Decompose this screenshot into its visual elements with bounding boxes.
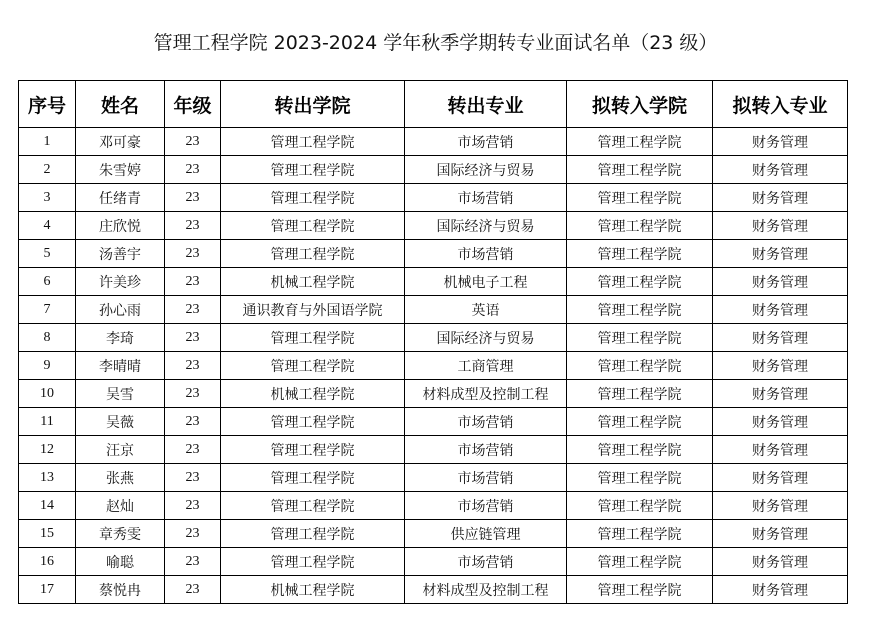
- cell-to-college: 管理工程学院: [567, 240, 713, 268]
- cell-from-major: 市场营销: [405, 128, 567, 156]
- cell-name: 蔡悦冉: [76, 576, 165, 604]
- cell-name: 章秀雯: [76, 520, 165, 548]
- table-row: [19, 296, 848, 324]
- cell-to-major: 财务管理: [713, 408, 848, 436]
- cell-to-major: 财务管理: [713, 380, 848, 408]
- cell-from-major: 市场营销: [405, 548, 567, 576]
- cell-from-major: 市场营销: [405, 492, 567, 520]
- table-row: [19, 128, 848, 156]
- cell-name: 任绪青: [76, 184, 165, 212]
- cell-index: 8: [19, 324, 76, 352]
- header-from-college: 转出学院: [221, 81, 405, 128]
- cell-to-college: 管理工程学院: [567, 576, 713, 604]
- table-row: [19, 576, 848, 604]
- cell-to-college: 管理工程学院: [567, 212, 713, 240]
- cell-index: 7: [19, 296, 76, 324]
- cell-index: 3: [19, 184, 76, 212]
- cell-to-major: 财务管理: [713, 324, 848, 352]
- cell-from-college: 管理工程学院: [221, 436, 405, 464]
- cell-to-college: 管理工程学院: [567, 156, 713, 184]
- cell-to-major: 财务管理: [713, 436, 848, 464]
- cell-from-major: 材料成型及控制工程: [405, 576, 567, 604]
- cell-to-college: 管理工程学院: [567, 408, 713, 436]
- cell-to-college: 管理工程学院: [567, 296, 713, 324]
- cell-from-college: 机械工程学院: [221, 380, 405, 408]
- cell-grade: 23: [165, 520, 221, 548]
- cell-index: 2: [19, 156, 76, 184]
- cell-name: 喻聪: [76, 548, 165, 576]
- cell-index: 1: [19, 128, 76, 156]
- cell-to-college: 管理工程学院: [567, 128, 713, 156]
- cell-from-major: 市场营销: [405, 184, 567, 212]
- table-row: [19, 464, 848, 492]
- cell-grade: 23: [165, 128, 221, 156]
- cell-index: 10: [19, 380, 76, 408]
- cell-to-college: 管理工程学院: [567, 324, 713, 352]
- cell-index: 14: [19, 492, 76, 520]
- cell-to-college: 管理工程学院: [567, 436, 713, 464]
- cell-grade: 23: [165, 156, 221, 184]
- cell-index: 11: [19, 408, 76, 436]
- cell-grade: 23: [165, 492, 221, 520]
- cell-index: 15: [19, 520, 76, 548]
- cell-grade: 23: [165, 548, 221, 576]
- cell-from-major: 材料成型及控制工程: [405, 380, 567, 408]
- cell-to-major: 财务管理: [713, 464, 848, 492]
- cell-index: 17: [19, 576, 76, 604]
- cell-grade: 23: [165, 324, 221, 352]
- cell-from-college: 管理工程学院: [221, 212, 405, 240]
- table-row: [19, 184, 848, 212]
- cell-grade: 23: [165, 464, 221, 492]
- cell-from-college: 管理工程学院: [221, 184, 405, 212]
- cell-name: 赵灿: [76, 492, 165, 520]
- cell-name: 张燕: [76, 464, 165, 492]
- cell-from-major: 国际经济与贸易: [405, 156, 567, 184]
- table-body: [19, 128, 848, 604]
- cell-from-college: 管理工程学院: [221, 352, 405, 380]
- cell-from-college: 通识教育与外国语学院: [221, 296, 405, 324]
- table-row: [19, 240, 848, 268]
- table-row: [19, 380, 848, 408]
- cell-to-college: 管理工程学院: [567, 492, 713, 520]
- cell-to-major: 财务管理: [713, 240, 848, 268]
- cell-name: 吴雪: [76, 380, 165, 408]
- cell-to-major: 财务管理: [713, 520, 848, 548]
- cell-to-major: 财务管理: [713, 212, 848, 240]
- table-header-row: [19, 81, 848, 128]
- cell-to-major: 财务管理: [713, 184, 848, 212]
- cell-to-major: 财务管理: [713, 128, 848, 156]
- cell-name: 孙心雨: [76, 296, 165, 324]
- cell-index: 9: [19, 352, 76, 380]
- table-row: [19, 212, 848, 240]
- table-row: [19, 156, 848, 184]
- cell-from-major: 英语: [405, 296, 567, 324]
- cell-to-major: 财务管理: [713, 352, 848, 380]
- cell-from-college: 管理工程学院: [221, 492, 405, 520]
- cell-from-college: 机械工程学院: [221, 576, 405, 604]
- cell-name: 李晴晴: [76, 352, 165, 380]
- cell-from-college: 管理工程学院: [221, 324, 405, 352]
- table-row: [19, 520, 848, 548]
- cell-from-college: 管理工程学院: [221, 128, 405, 156]
- cell-name: 邓可豪: [76, 128, 165, 156]
- cell-from-college: 机械工程学院: [221, 268, 405, 296]
- table-row: [19, 408, 848, 436]
- interview-roster-table: [18, 80, 848, 604]
- cell-grade: 23: [165, 268, 221, 296]
- cell-grade: 23: [165, 296, 221, 324]
- cell-to-college: 管理工程学院: [567, 380, 713, 408]
- cell-grade: 23: [165, 576, 221, 604]
- cell-name: 吴薇: [76, 408, 165, 436]
- cell-index: 4: [19, 212, 76, 240]
- cell-index: 5: [19, 240, 76, 268]
- cell-to-major: 财务管理: [713, 296, 848, 324]
- cell-from-college: 管理工程学院: [221, 464, 405, 492]
- cell-from-college: 管理工程学院: [221, 520, 405, 548]
- cell-from-major: 市场营销: [405, 408, 567, 436]
- header-grade: 年级: [165, 81, 221, 128]
- cell-from-major: 机械电子工程: [405, 268, 567, 296]
- cell-to-major: 财务管理: [713, 156, 848, 184]
- cell-from-major: 供应链管理: [405, 520, 567, 548]
- cell-from-college: 管理工程学院: [221, 240, 405, 268]
- cell-from-major: 国际经济与贸易: [405, 324, 567, 352]
- cell-to-major: 财务管理: [713, 492, 848, 520]
- table-row: [19, 324, 848, 352]
- cell-grade: 23: [165, 184, 221, 212]
- table-row: [19, 548, 848, 576]
- cell-name: 朱雪婷: [76, 156, 165, 184]
- table-row: [19, 436, 848, 464]
- cell-from-college: 管理工程学院: [221, 408, 405, 436]
- cell-grade: 23: [165, 352, 221, 380]
- cell-grade: 23: [165, 436, 221, 464]
- cell-index: 13: [19, 464, 76, 492]
- cell-to-college: 管理工程学院: [567, 548, 713, 576]
- cell-to-college: 管理工程学院: [567, 520, 713, 548]
- cell-from-major: 工商管理: [405, 352, 567, 380]
- cell-name: 汤善宇: [76, 240, 165, 268]
- cell-name: 庄欣悦: [76, 212, 165, 240]
- table-row: [19, 268, 848, 296]
- cell-from-major: 市场营销: [405, 464, 567, 492]
- cell-to-major: 财务管理: [713, 268, 848, 296]
- header-from-major: 转出专业: [405, 81, 567, 128]
- cell-name: 许美珍: [76, 268, 165, 296]
- cell-from-college: 管理工程学院: [221, 548, 405, 576]
- cell-name: 李琦: [76, 324, 165, 352]
- cell-index: 6: [19, 268, 76, 296]
- header-name: 姓名: [76, 81, 165, 128]
- cell-to-college: 管理工程学院: [567, 352, 713, 380]
- cell-from-major: 市场营销: [405, 240, 567, 268]
- header-index: 序号: [19, 81, 76, 128]
- cell-grade: 23: [165, 380, 221, 408]
- table-row: [19, 492, 848, 520]
- cell-from-college: 管理工程学院: [221, 156, 405, 184]
- table-row: [19, 352, 848, 380]
- cell-to-college: 管理工程学院: [567, 268, 713, 296]
- cell-to-major: 财务管理: [713, 548, 848, 576]
- cell-name: 汪京: [76, 436, 165, 464]
- cell-grade: 23: [165, 408, 221, 436]
- cell-grade: 23: [165, 240, 221, 268]
- header-to-major: 拟转入专业: [713, 81, 848, 128]
- cell-to-major: 财务管理: [713, 576, 848, 604]
- cell-grade: 23: [165, 212, 221, 240]
- cell-to-college: 管理工程学院: [567, 464, 713, 492]
- cell-from-major: 国际经济与贸易: [405, 212, 567, 240]
- cell-to-college: 管理工程学院: [567, 184, 713, 212]
- cell-from-major: 市场营销: [405, 436, 567, 464]
- cell-index: 12: [19, 436, 76, 464]
- header-to-college: 拟转入学院: [567, 81, 713, 128]
- cell-index: 16: [19, 548, 76, 576]
- document-title: 管理工程学院 2023-2024 学年秋季学期转专业面试名单（23 级）: [153, 32, 718, 54]
